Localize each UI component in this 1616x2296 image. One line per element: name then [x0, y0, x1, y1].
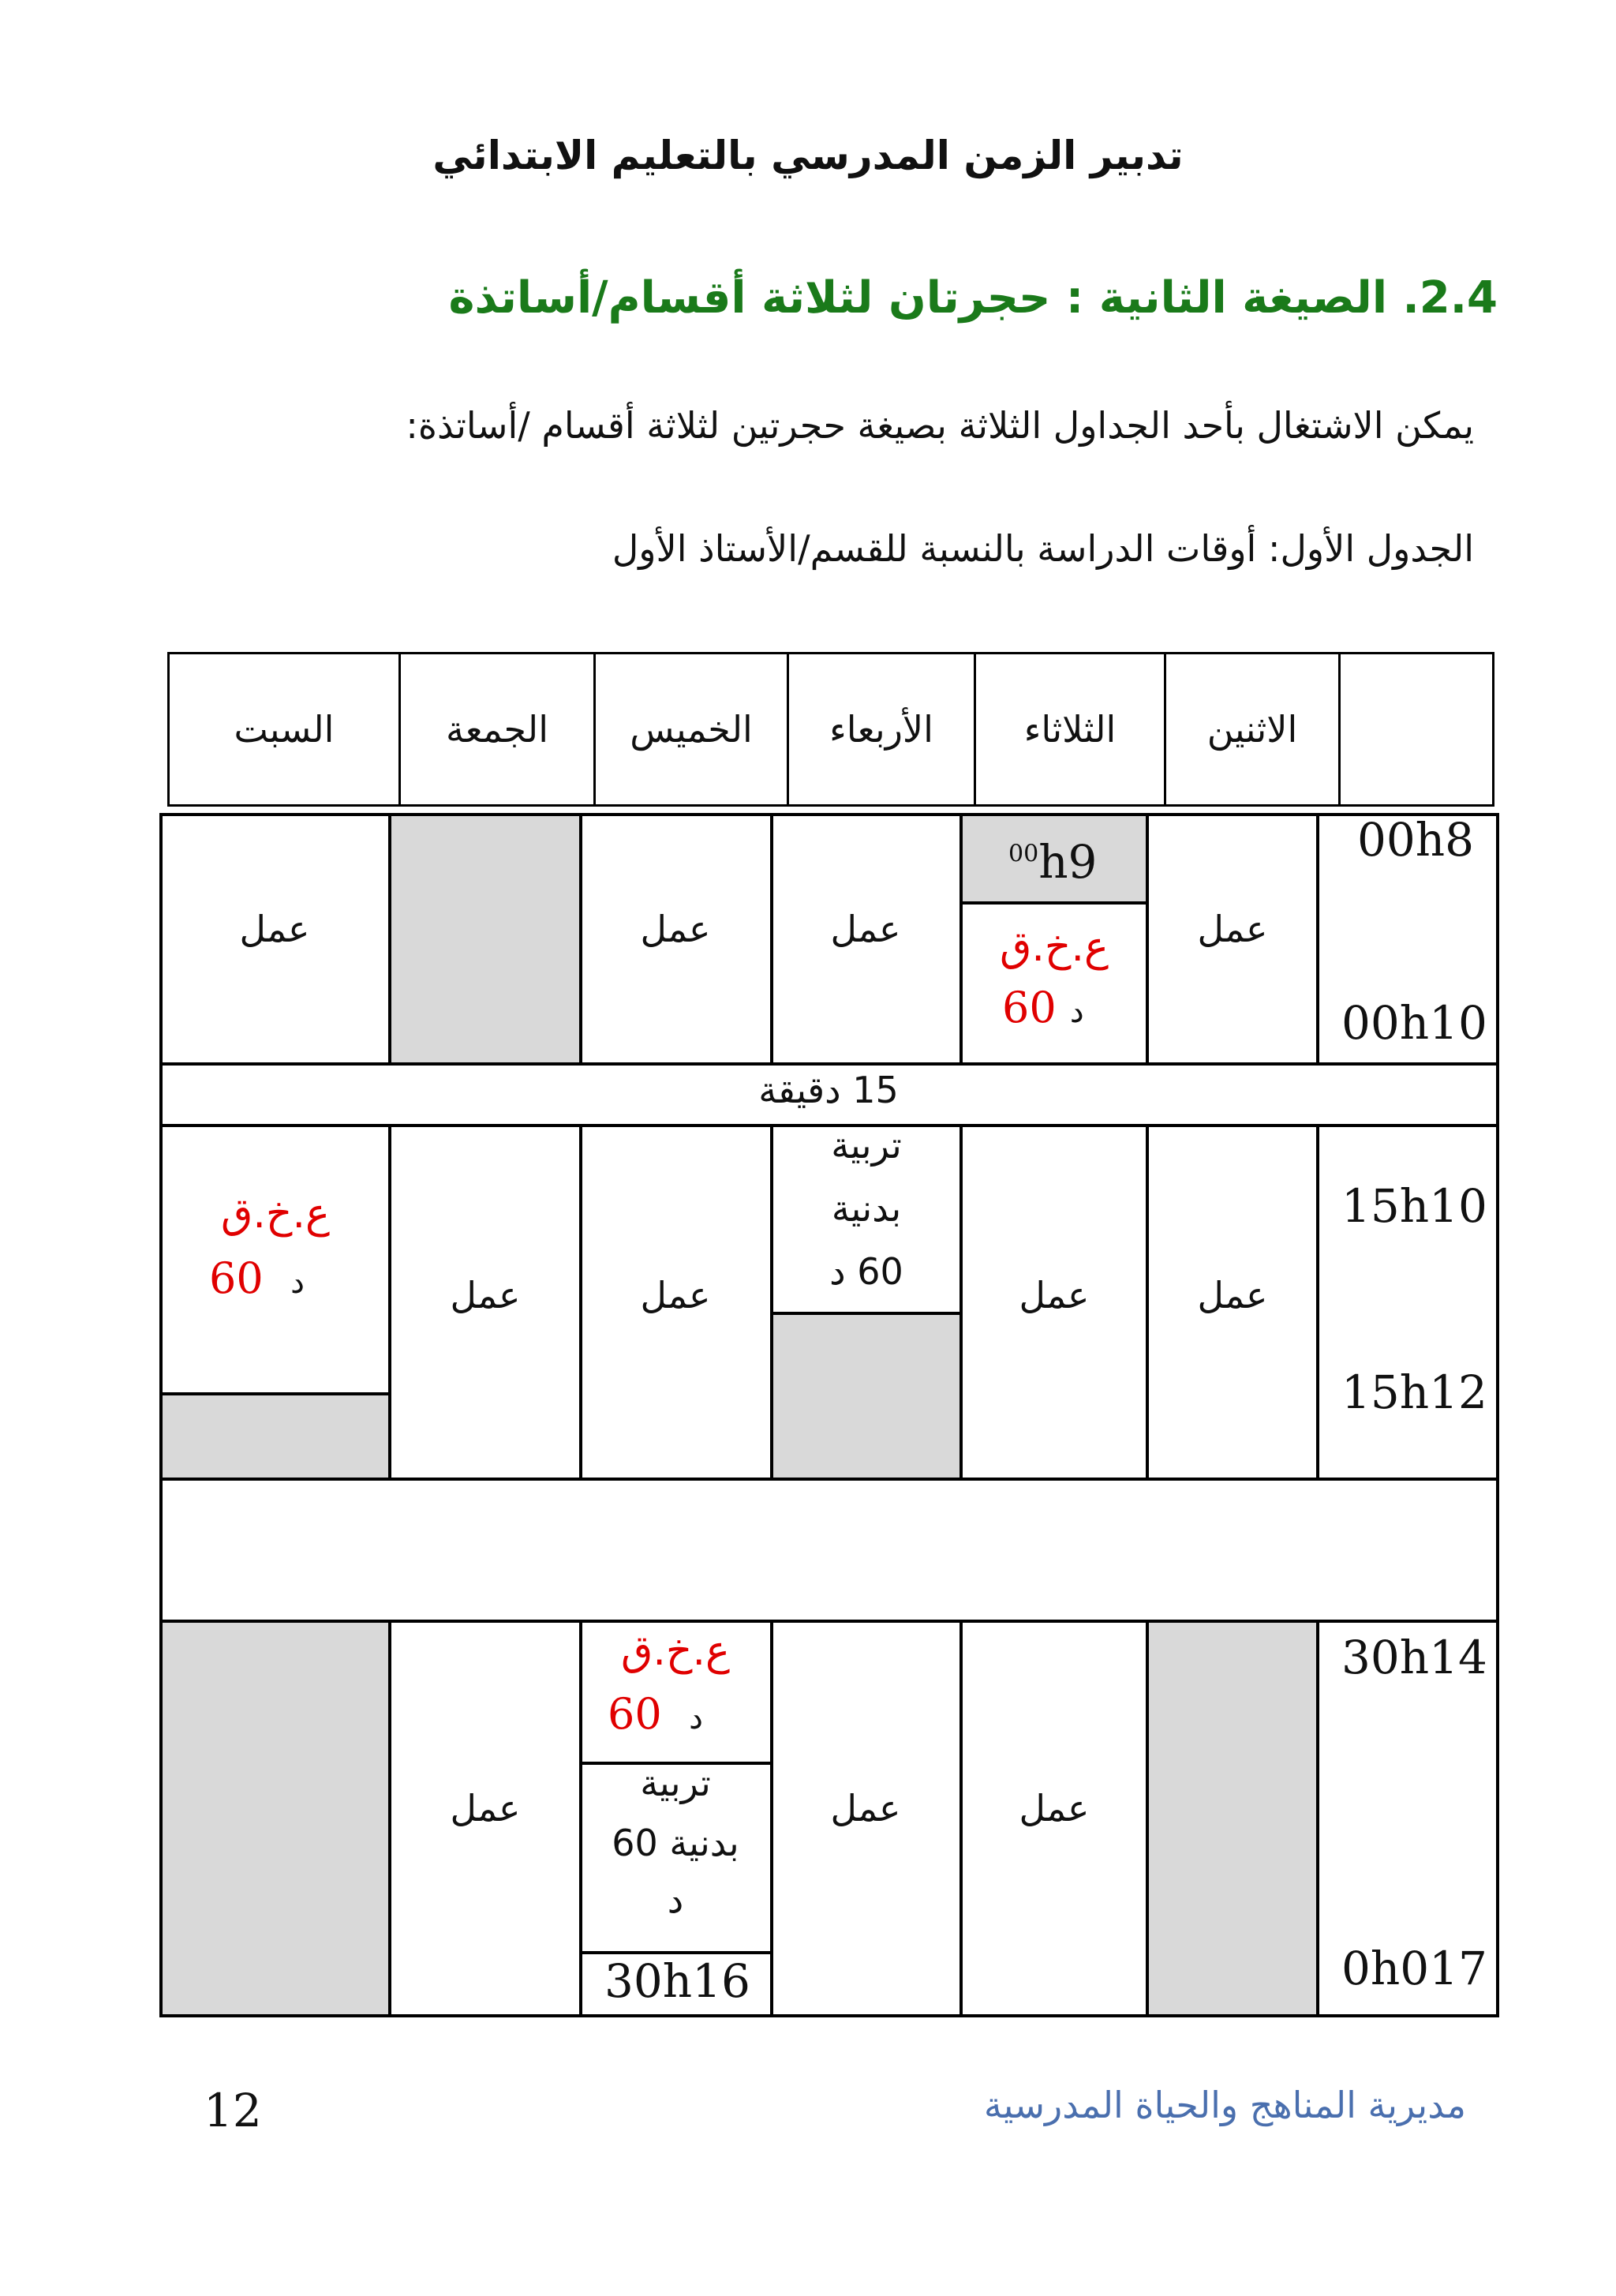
blocked-cell — [161, 1394, 390, 1478]
time-end: 0h017 — [1341, 1942, 1487, 1995]
minute-unit: د — [1069, 994, 1084, 1030]
duration-value: 60 — [209, 1253, 264, 1303]
work-cell: عمل — [640, 1274, 711, 1317]
work-cell: عمل — [450, 1274, 521, 1317]
work-cell: عمل — [1019, 1787, 1090, 1830]
minute-unit: د — [667, 1878, 684, 1921]
pe-label: تربية — [831, 1124, 902, 1167]
days-header-row — [167, 652, 1494, 807]
break-duration: 15 دقيقة — [758, 1069, 899, 1111]
duration-value: 60 — [608, 1689, 662, 1739]
time-end: 15h12 — [1341, 1365, 1487, 1419]
blocked-cell — [161, 1623, 390, 2014]
pe-label: بدنية 60 — [612, 1822, 739, 1864]
pe-duration: 60 د — [829, 1250, 903, 1293]
subject-code: ع.خ.ق — [221, 1190, 330, 1238]
subject-code: ع.خ.ق — [621, 1627, 730, 1675]
blocked-cell — [390, 816, 581, 1062]
time-value: h9 — [1038, 835, 1098, 889]
time-start: 15h10 — [1341, 1179, 1487, 1233]
time-start: 00h8 — [1357, 813, 1475, 867]
work-cell: عمل — [830, 908, 901, 950]
time-start: 30h14 — [1341, 1631, 1487, 1684]
day-tuesday: الثلاثاء — [975, 654, 1165, 806]
work-cell: عمل — [830, 1787, 901, 1830]
work-cell: عمل — [1197, 1274, 1268, 1317]
document-title: تدبير الزمن المدرسي بالتعليم الابتدائي — [432, 133, 1184, 178]
subject-code: ع.خ.ق — [1000, 923, 1109, 971]
work-cell: عمل — [640, 908, 711, 950]
tuesday-h9-label — [1008, 835, 1097, 889]
time-end: 30h16 — [604, 1954, 750, 2008]
day-thursday: الخميس — [595, 654, 788, 806]
blocked-cell — [772, 1313, 961, 1478]
day-wednesday: الأربعاء — [788, 654, 975, 806]
duration — [209, 1253, 305, 1303]
work-cell: عمل — [1197, 908, 1268, 950]
section-number: 2.4. — [1402, 272, 1498, 324]
pe-label: تربية — [640, 1762, 711, 1804]
day-monday: الاثنين — [1165, 654, 1340, 806]
time-end: 00h10 — [1341, 996, 1487, 1050]
duration — [1002, 983, 1084, 1032]
page-number: 12 — [204, 2084, 262, 2137]
pe-label: بدنية — [831, 1187, 902, 1230]
time-header-empty — [1340, 654, 1494, 806]
day-friday: الجمعة — [400, 654, 595, 806]
time-superscript: 00 — [1008, 840, 1039, 868]
day-saturday: السبت — [169, 654, 400, 806]
duration — [608, 1689, 703, 1739]
footer-directorate: مديرية المناهج والحياة المدرسية — [983, 2084, 1466, 2126]
blocked-cell — [1147, 1623, 1318, 2014]
section-heading — [448, 272, 1498, 324]
work-cell: عمل — [239, 908, 310, 950]
work-cell: عمل — [1019, 1274, 1090, 1317]
minute-unit: د — [689, 1700, 703, 1736]
section-title: الصيغة الثانية : حجرتان لثلاثة أقسام/أساتذة — [448, 272, 1388, 324]
duration-value: 60 — [1002, 983, 1057, 1032]
table-caption: الجدول الأول: أوقات الدراسة بالنسبة للقسم/الأستاذ الأول — [612, 527, 1474, 570]
minute-unit: د — [290, 1264, 305, 1301]
intro-paragraph: يمكن الاشتغال بأحد الجداول الثلاثة بصيغة حجرتين لثلاثة أقسام /أساتذة: — [406, 404, 1474, 447]
work-cell: عمل — [450, 1787, 521, 1830]
